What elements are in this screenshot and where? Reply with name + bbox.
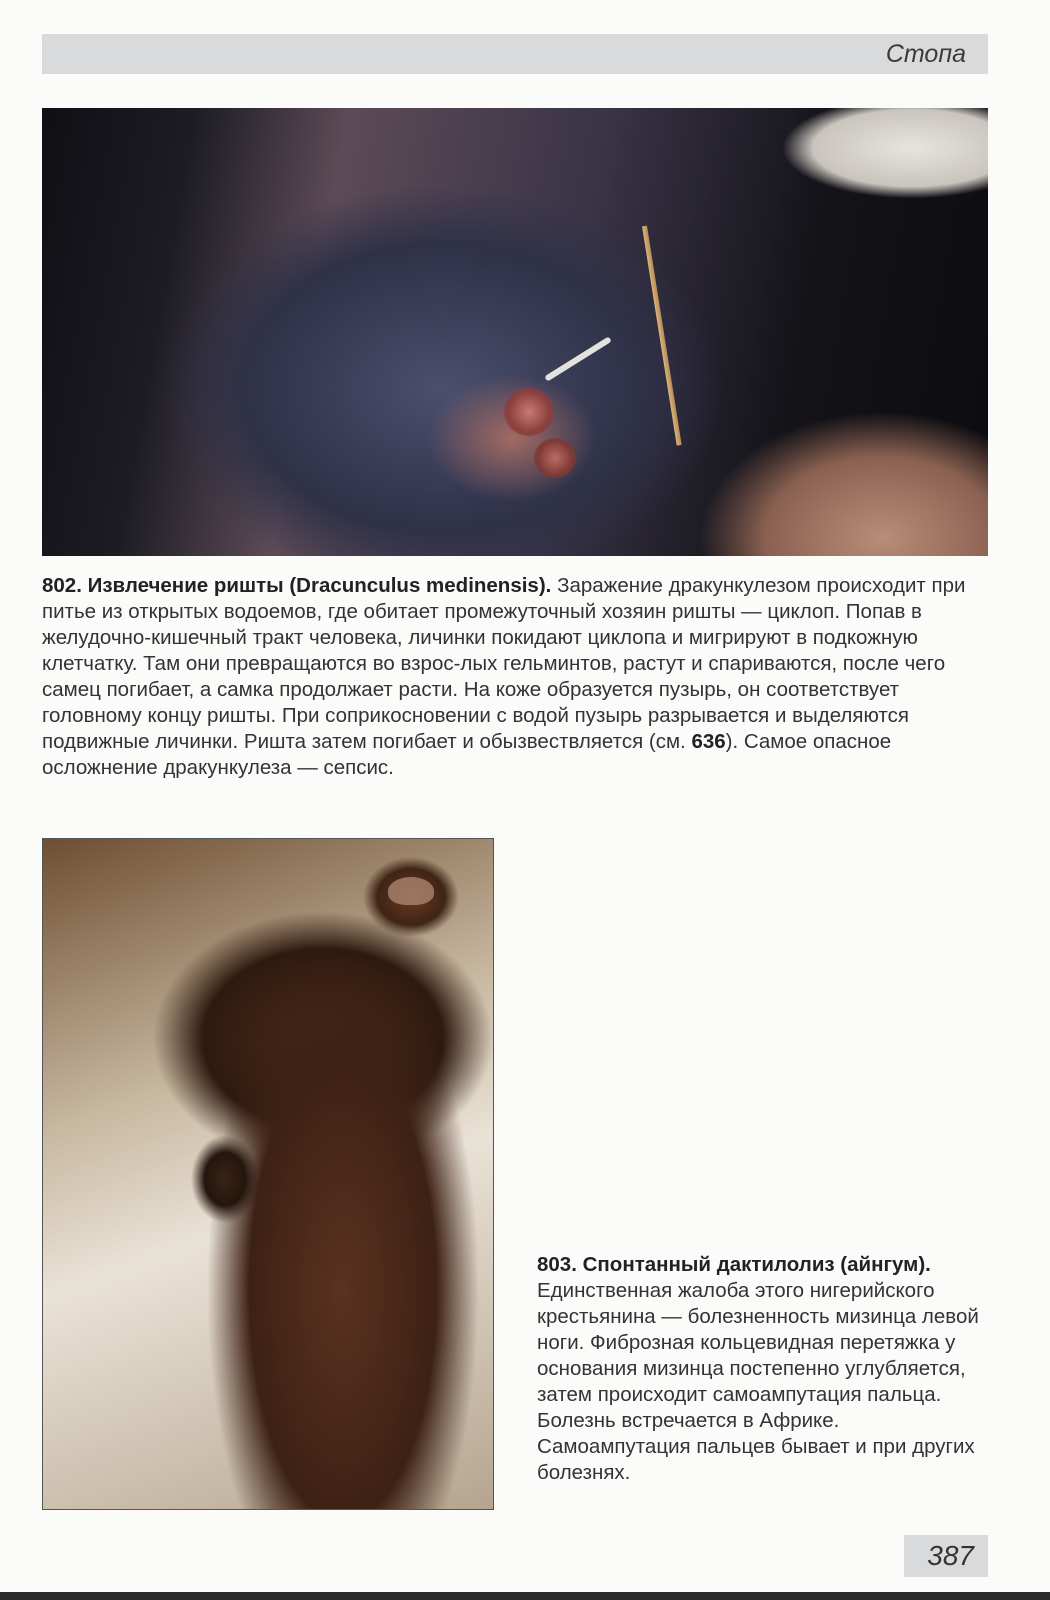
figure-802-caption [42,573,988,781]
skin-lesion [504,388,554,436]
figure-802-number: 802. [42,574,82,597]
figure-803-caption [537,1252,987,1486]
page-number: 387 [927,1540,974,1571]
bottom-edge [0,1592,1050,1600]
figure-802-text: Заражение дракункулезом происходит при питье из открытых водоемов, где обитает промежуточный хозяин ришты — циклоп. Попав в желудочно-кишечный тракт человека, личинки покидают циклопа и мигрируют в подкожную клетчатку. Там они превращаются во взрос-лых гельминтов, растут и спариваются, после чего самец погибает, а самка продолжает расти. На коже образуется пузырь, он соответствует головному концу ришты. При соприкосновении с водой пузырь разрывается и выделяются подвижные личинки. Ришта затем погибает и обызвествляется (см. [42,574,966,753]
figure-802-text-end: ). Самое опасное осложнение дракункулеза — сепсис. [42,730,892,779]
extraction-stick [642,226,682,446]
page-number-badge [904,1535,988,1577]
skin-lesion [534,438,576,478]
guinea-worm [544,336,612,381]
figure-803-photo [42,838,494,1510]
figure-803-text: Единственная жалоба этого нигерийского крестьянина — болезненность мизинца левой ноги. Фиброзная кольцевидная перетяжка у основания мизинца постепенно углубляется, затем происходит самоампутация пальца. Болезнь встречается в Африке. Самоампутация пальцев бывает и при других болезнях. [537,1279,979,1484]
figure-803-number: 803. [537,1253,577,1276]
figure-802-cross-reference: 636 [691,730,726,753]
figure-803-title: Спонтанный дактилолиз (айнгум). [582,1253,931,1276]
figure-802-title: Извлечение ришты (Dracunculus medinensis). [87,574,552,597]
section-title: Стопа [885,40,966,68]
running-header [42,34,988,74]
toenail [388,877,434,905]
figure-802-photo [42,108,988,556]
